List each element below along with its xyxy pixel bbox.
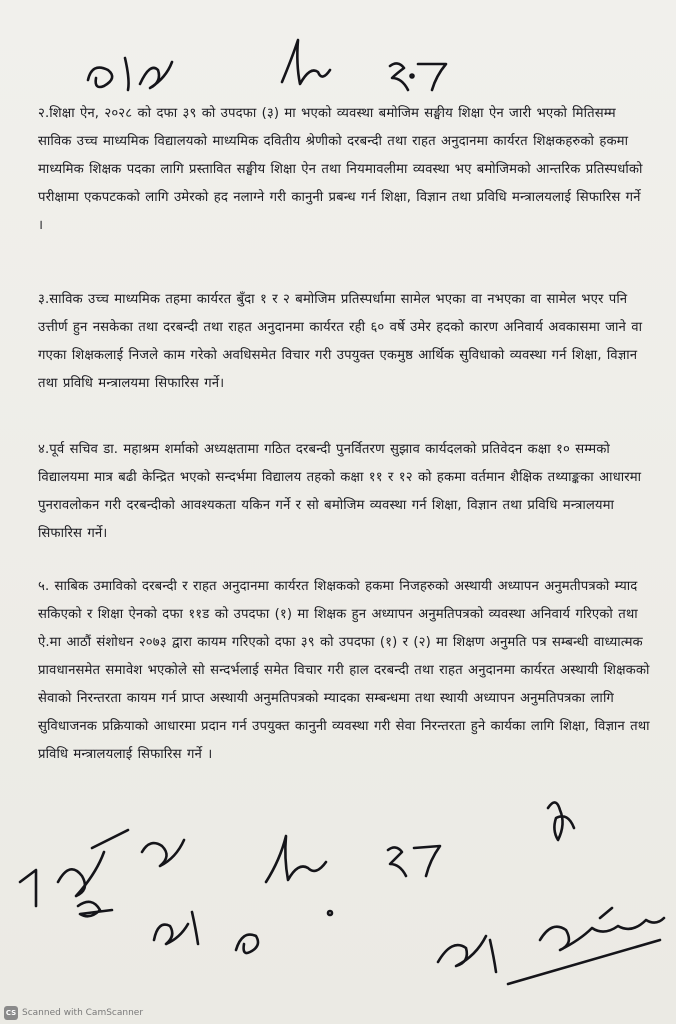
signature-bottom-2 bbox=[142, 840, 184, 866]
signature-top-3 bbox=[390, 63, 446, 90]
paragraph-5: ५. साबिक उमाविको दरबन्दी र राहत अनुदानमा कार्यरत शिक्षकको हकमा निजहरुको अस्थायी अध्यापन अनुमतीपत्रको म्याद सकिएको र शिक्षा ऐनको दफा ११ड को उपदफा (१) मा शिक्षक हुन अध्यापन अनुमतिपत्रको व्यवस्था अनिवार्य गरिएको तथा ऐ.मा आठौं संशोधन २०७३ द्वारा कायम गरिएको दफा ३९ को उपदफा (१) र (२) मा शिक्षण अनुमति पत्र सम्बन्धी वाध्यात्मक प्रावधानसमेत समावेश भएकोले सो सन्दर्भलाई समेत विचार गरी हाल दरबन्दी तथा राहत अनुदानमा कार्यरत अस्थायी शिक्षकको सेवाको निरन्तरता कायम गर्न प्राप्त अस्थायी अनुमतिपत्रको म्यादका सम्बन्धमा तथा स्थायी अध्यापन अनुमतिपत्रका लागि सुविधाजनक प्रक्रियाको आधारमा प्रदान गर्न उपयुक्त कानुनी व्यवस्था गरी सेवा निरन्तरता हुने कार्यका लागि शिक्षा, विज्ञान तथा प्रविधि मन्त्रालयलाई सिफारिस गर्ने । bbox=[38, 579, 650, 762]
signature-bottom-8 bbox=[438, 936, 496, 972]
signature-bottom-5 bbox=[548, 802, 574, 840]
signature-bottom-9 bbox=[508, 908, 664, 984]
signature-top-2 bbox=[282, 40, 330, 84]
ink-dot bbox=[328, 911, 332, 915]
signature-bottom-3 bbox=[266, 836, 326, 882]
signature-bottom-4 bbox=[388, 846, 440, 876]
signature-bottom-6 bbox=[154, 912, 198, 944]
paragraph-3: ३.साविक उच्च माध्यमिक तहमा कार्यरत बुँदा १ र २ बमोजिम प्रतिस्पर्धामा सामेल भएका वा नभएका वा सामेल भएर पनि उत्तीर्ण हुन नसकेका तथा दरबन्दी तथा राहत अनुदानमा कार्यरत रही ६० वर्षे उमेर हदको कारण अनिवार्य अवकासमा जाने वा गएका शिक्षकलाई निजले काम गरेको अवधिसमेत विचार गरी उपयुक्त एकमुष्ठ आर्थिक सुविधाको व्यवस्था गर्न शिक्षा, विज्ञान तथा प्रविधि मन्त्रालयमा सिफारिस गर्ने। bbox=[38, 292, 643, 391]
watermark-text: Scanned with CamScanner bbox=[22, 1008, 144, 1018]
camscanner-watermark bbox=[4, 1004, 143, 1022]
signature-bottom-left bbox=[20, 830, 128, 916]
paragraph-4: ४.पूर्व सचिव डा. महाश्रम शर्माको अध्यक्षतामा गठित दरबन्दी पुनर्वितरण सुझाव कार्यदलको प्रतिवेदन कक्षा १० सम्मको विद्यालयमा मात्र बढी केन्द्रित भएको सन्दर्भमा विद्यालय तहको कक्षा ११ र १२ को हकमा वर्तमान शैक्षिक तथ्याङ्कका आधारमा पुनरावलोकन गरी दरबन्दीको आवश्यकता यकिन गर्ने र सो बमोजिम व्यवस्था गर्न शिक्षा, विज्ञान तथा प्रविधि मन्त्रालयमा सिफारिस गर्ने। bbox=[38, 442, 642, 541]
camscanner-logo-icon: CS bbox=[4, 1006, 18, 1020]
paragraph-2: २.शिक्षा ऐन, २०२८ को दफा ३९ को उपदफा (३) मा भएको व्यवस्था बमोजिम सङ्घीय शिक्षा ऐन जारी भएको मितिसम्म साविक उच्च माध्यमिक विद्यालयको माध्यमिक दवितीय श्रेणीको दरबन्दी तथा राहत अनुदानमा कार्यरत शिक्षकहरुको हकमा माध्यमिक शिक्षक पदका लागि प्रस्तावित सङ्घीय शिक्षा ऐन तथा नियमावलीमा व्यवस्था भए बमोजिमको आन्तरिक प्रतिस्पर्धाको परीक्षामा एकपटकको लागि उमेरको हद नलाग्ने गरी कानुनी प्रबन्ध गर्न शिक्षा, विज्ञान तथा प्रविधि मन्त्रालयलाई सिफारिस गर्ने । bbox=[38, 106, 643, 233]
signature-bottom-7 bbox=[236, 935, 258, 953]
signature-top-1 bbox=[88, 58, 172, 90]
